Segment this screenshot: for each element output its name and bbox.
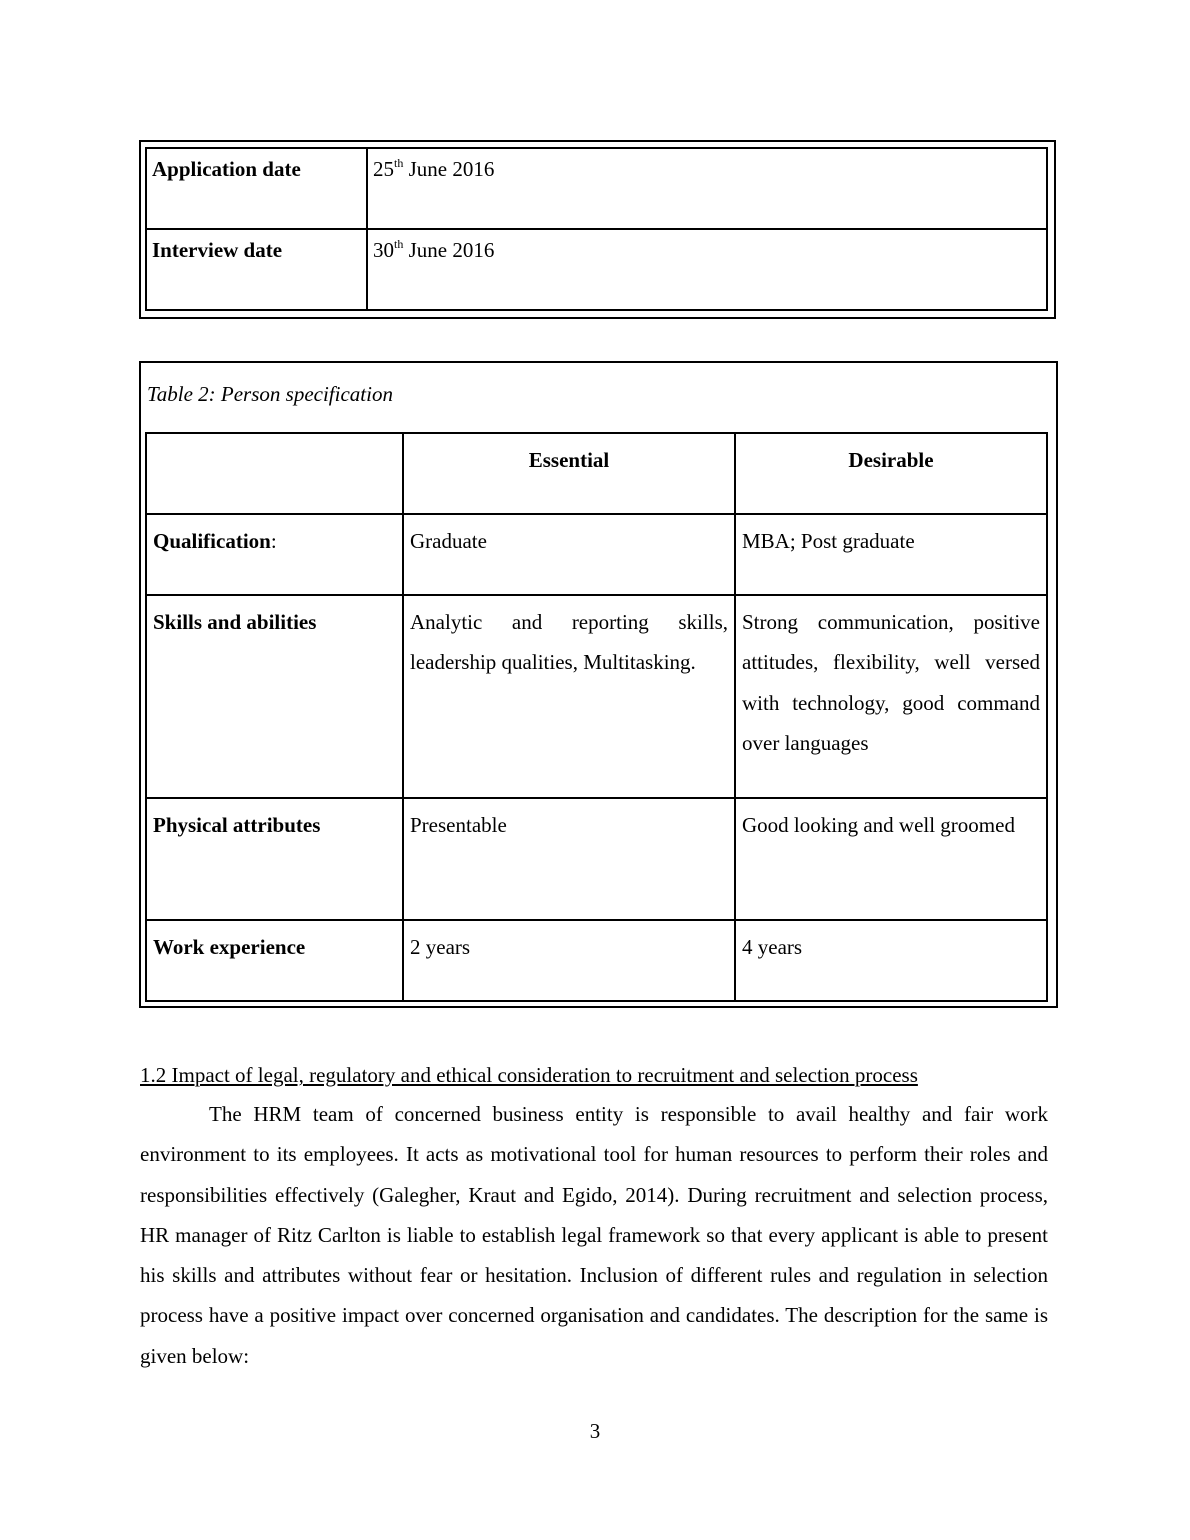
table-row	[146, 514, 1047, 595]
application-date-label: Application date	[146, 148, 367, 229]
table-header-row	[146, 433, 1047, 514]
table-row	[146, 229, 1047, 310]
desirable-qualification: MBA; Post graduate	[735, 514, 1047, 595]
header-essential: Essential	[403, 433, 735, 514]
essential-skills: Analytic and reporting skills, leadership qualities, Multitasking.	[403, 595, 735, 798]
essential-work-experience: 2 years	[403, 920, 735, 1001]
header-blank-cell	[146, 433, 403, 514]
table-row	[146, 148, 1047, 229]
section-heading: 1.2 Impact of legal, regulatory and ethical consideration to recruitment and selection process	[140, 1063, 918, 1087]
row-label-qualification: Qualification:	[146, 514, 403, 595]
desirable-physical: Good looking and well groomed	[735, 798, 1047, 920]
person-spec-table	[145, 432, 1048, 1002]
body-paragraph: The HRM team of concerned business entity is responsible to avail healthy and fair work environment to its employees. It acts as motivational tool for human resources to perform their roles and responsibilities effectively (Galegher, Kraut and Egido, 2014). During recruitment and selection process, HR manager of Ritz Carlton is liable to establish legal framework so that every applicant is able to present his skills and attributes without fear or hesitation. Inclusion of different rules and regulation in selection process have a positive impact over concerned organisation and candidates. The description for the same is given below:	[140, 1102, 1048, 1368]
table-row	[146, 595, 1047, 798]
row-label-work-experience: Work experience	[146, 920, 403, 1001]
header-desirable: Desirable	[735, 433, 1047, 514]
desirable-skills: Strong communication, positive attitudes, flexibility, well versed with technology, good command over languages	[735, 595, 1047, 798]
application-date-value: 25th June 2016	[367, 148, 1047, 229]
row-label-skills: Skills and abilities	[146, 595, 403, 798]
table-row	[146, 798, 1047, 920]
interview-date-value: 30th June 2016	[367, 229, 1047, 310]
table-row	[146, 920, 1047, 1001]
row-label-physical: Physical attributes	[146, 798, 403, 920]
table-caption: Table 2: Person specification	[147, 382, 393, 406]
interview-date-label: Interview date	[146, 229, 367, 310]
dates-table	[145, 147, 1048, 311]
essential-qualification: Graduate	[403, 514, 735, 595]
essential-physical: Presentable	[403, 798, 735, 920]
page-number: 3	[589, 1419, 601, 1443]
desirable-work-experience: 4 years	[735, 920, 1047, 1001]
